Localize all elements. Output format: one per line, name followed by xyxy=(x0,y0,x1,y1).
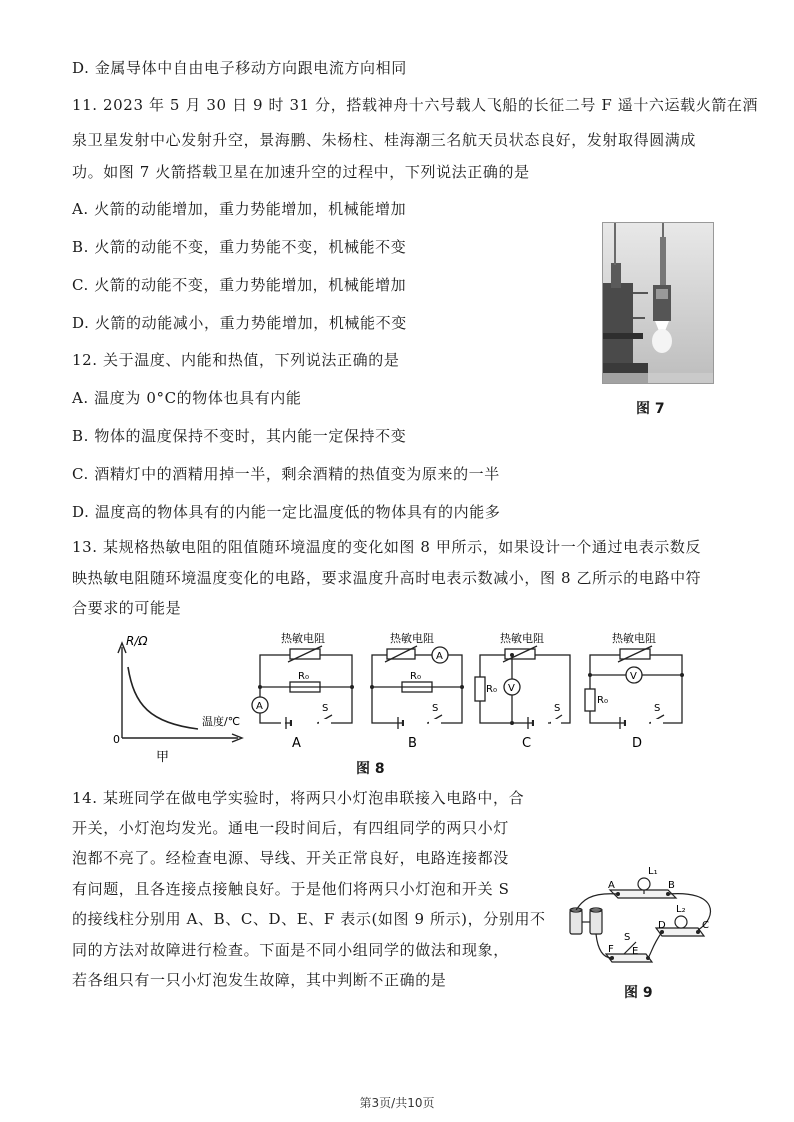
circuit-a-thermistor-label: 热敏电阻 xyxy=(281,632,325,645)
circuit-b-switch-label: S xyxy=(432,703,439,714)
page-footer: 第3页/共10页 xyxy=(359,1096,435,1110)
figure-8-caption: 图 8 xyxy=(356,761,385,777)
circuit-a-r0-label: R₀ xyxy=(298,671,309,682)
graph-ylabel: R/Ω xyxy=(126,634,148,648)
circuit-c-voltmeter: V xyxy=(508,683,515,694)
q14-stem-line7: 若各组只有一只小灯泡发生故障，其中判断不正确的是 xyxy=(72,971,447,989)
fig9-l1-label: L₁ xyxy=(648,866,658,877)
circuit-d-switch-label: S xyxy=(654,703,661,714)
q11-option-b: B. 火箭的动能不变，重力势能不变，机械能不变 xyxy=(72,238,407,256)
circuit-d-thermistor-label: 热敏电阻 xyxy=(612,632,656,645)
rocket-launch-photo xyxy=(602,222,714,384)
figure-9-diagram xyxy=(568,862,718,984)
fig9-f-label: F xyxy=(608,944,614,955)
q14-stem-line5: 的接线柱分别用 A、B、C、D、E、F 表示(如图 9 所示)，分别用不 xyxy=(72,910,546,928)
q11-stem-line1: 11. 2023 年 5 月 30 日 9 时 31 分，搭载神舟十六号载人飞船的长征二号 F 遥十六运载火箭在酒 xyxy=(72,96,759,114)
q14-stem-line6: 同的方法对故障进行检查。下面是不同小组同学的做法和现象， xyxy=(72,941,509,959)
circuit-d-r0-label: R₀ xyxy=(597,695,608,706)
circuit-c-option: C xyxy=(522,736,532,751)
q12-option-a: A. 温度为 0°C的物体也具有内能 xyxy=(72,389,302,407)
circuit-b-thermistor-label: 热敏电阻 xyxy=(390,632,434,645)
q13-stem-line3: 合要求的可能是 xyxy=(72,599,182,617)
option-d-q10: D. 金属导体中自由电子移动方向跟电流方向相同 xyxy=(72,59,407,77)
q14-stem-line3: 泡都不亮了。经检查电源、导线、开关正常良好，电路连接都没 xyxy=(72,849,509,867)
circuit-a-switch-label: S xyxy=(322,703,329,714)
figure-8-diagram xyxy=(110,625,700,780)
q11-stem-line3: 功。如图 7 火箭搭载卫星在加速升空的过程中，下列说法正确的是 xyxy=(72,163,530,181)
q14-stem-line2: 开关，小灯泡均发光。通电一段时间后，有四组同学的两只小灯 xyxy=(72,819,509,837)
figure-7-caption: 图 7 xyxy=(636,401,665,417)
fig9-a-label: A xyxy=(608,880,615,891)
q11-stem-line2: 泉卫星发射中心发射升空，景海鹏、朱杨柱、桂海潮三名航天员状态良好，发射取得圆满成 xyxy=(72,131,697,149)
q13-stem-line1: 13. 某规格热敏电阻的阻值随环境温度的变化如图 8 甲所示，如果设计一个通过电表示数反 xyxy=(72,538,702,556)
q14-stem-line4: 有问题，且各连接点接触良好。于是他们将两只小灯泡和开关 S xyxy=(72,880,510,898)
fig9-s-label: S xyxy=(624,932,631,943)
graph-origin: 0 xyxy=(113,733,120,746)
fig9-c-label: C xyxy=(702,920,709,931)
fig9-b-label: B xyxy=(668,880,675,891)
circuit-b-ammeter: A xyxy=(436,651,443,662)
q14-stem-line1: 14. 某班同学在做电学实验时，将两只小灯泡串联接入电路中，合 xyxy=(72,789,525,807)
q12-option-c: C. 酒精灯中的酒精用掉一半，剩余酒精的热值变为原来的一半 xyxy=(72,465,500,483)
fig9-l2-label: L₂ xyxy=(676,904,686,915)
circuit-b-option: B xyxy=(408,736,417,751)
circuit-d-voltmeter: V xyxy=(630,671,637,682)
q11-option-d: D. 火箭的动能减小，重力势能增加，机械能不变 xyxy=(72,314,407,332)
graph-xlabel: 温度/℃ xyxy=(202,715,241,728)
q12-option-d: D. 温度高的物体具有的内能一定比温度低的物体具有的内能多 xyxy=(72,503,501,521)
q12-option-b: B. 物体的温度保持不变时，其内能一定保持不变 xyxy=(72,427,407,445)
circuit-d-option: D xyxy=(632,736,643,751)
q13-stem-line2: 映热敏电阻随环境温度变化的电路，要求温度升高时电表示数减小，图 8 乙所示的电路中符 xyxy=(72,569,702,587)
q12-stem: 12. 关于温度、内能和热值，下列说法正确的是 xyxy=(72,351,400,369)
circuit-b-r0-label: R₀ xyxy=(410,671,421,682)
graph-sublabel: 甲 xyxy=(156,750,170,765)
circuit-a-option: A xyxy=(292,736,301,751)
q11-option-c: C. 火箭的动能不变，重力势能增加，机械能增加 xyxy=(72,276,407,294)
circuit-c-r0-label: R₀ xyxy=(486,684,497,695)
fig9-d-label: D xyxy=(658,920,666,931)
circuit-a-ammeter: A xyxy=(256,701,263,712)
figure-9-caption: 图 9 xyxy=(624,985,653,1001)
fig9-e-label: E xyxy=(632,946,639,957)
q11-option-a: A. 火箭的动能增加，重力势能增加，机械能增加 xyxy=(72,200,407,218)
circuit-c-thermistor-label: 热敏电阻 xyxy=(500,632,544,645)
circuit-c-switch-label: S xyxy=(554,703,561,714)
